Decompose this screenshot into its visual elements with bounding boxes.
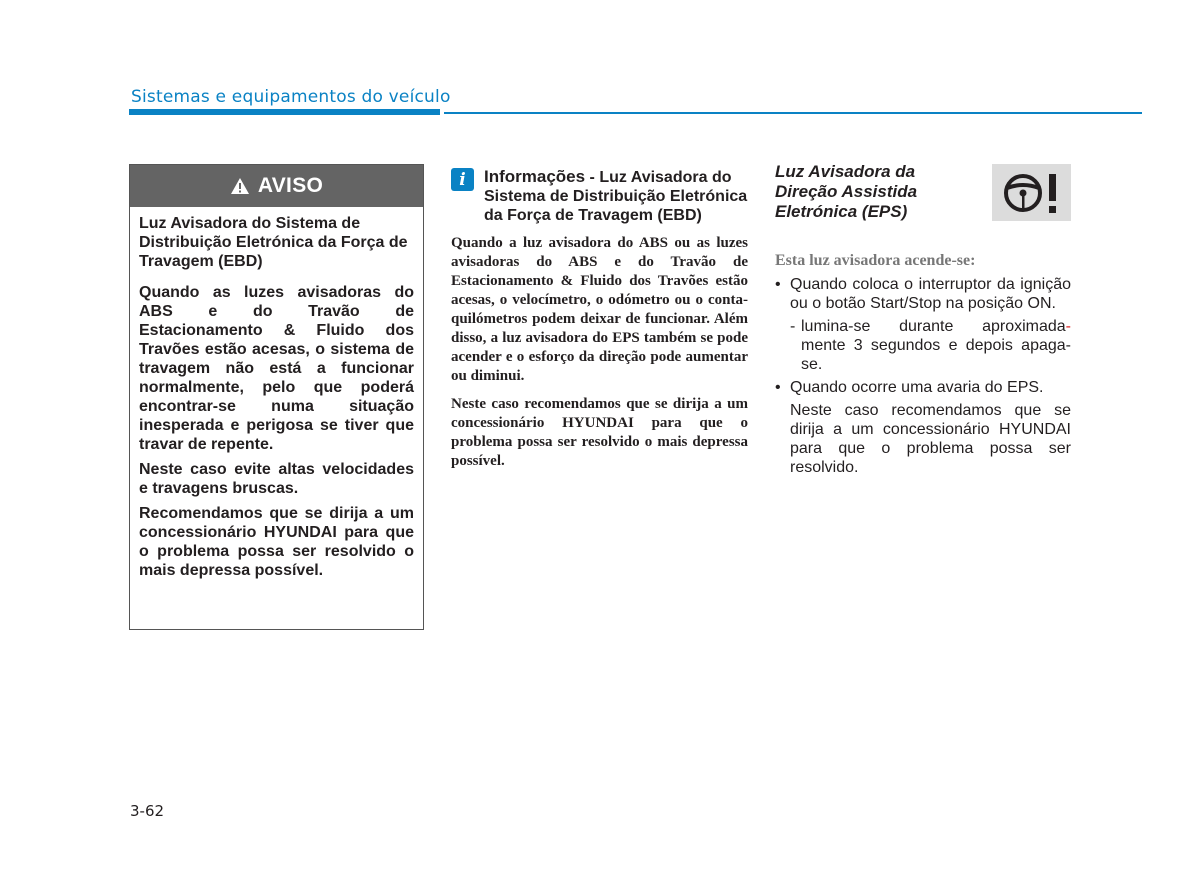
page-number: 3-62 — [130, 802, 165, 820]
warning-paragraph: Recomendamos que se dirija a um concessionário HYUNDAI para que o problema possa ser resolvido o mais depressa possível. — [139, 505, 414, 579]
warning-title: Luz Avisadora do Sistema de Distribuição Eletrónica da Força de Travagem (EBD) — [139, 215, 408, 270]
header-rule-thin — [444, 112, 1142, 114]
warning-paragraph: Neste caso evite altas velocidades e travagens bruscas. — [139, 461, 414, 497]
bullet: • — [775, 276, 781, 293]
list-item — [775, 378, 1071, 397]
eps-paragraph: Neste caso recomendamos que se dirija a um concessionário HYUNDAI para que o problema possa ser resolvido. — [790, 402, 1071, 476]
info-label: Informações — [484, 167, 586, 186]
section-title: Sistemas e equipamentos do veículo — [131, 87, 451, 107]
info-section — [451, 167, 748, 480]
list-item-text: Quando ocorre uma avaria do EPS. — [790, 379, 1044, 396]
info-title: Luz Avisadora do Sistema de Distribuição Eletrónica da Força de Travagem (EBD) — [484, 169, 748, 224]
info-separator: - — [589, 169, 595, 186]
eps-subheading: Esta luz avisadora acende-se: — [775, 252, 976, 269]
warning-paragraph: Quando as luzes avisadoras do ABS e do Travão de Estacionamento & Fluido dos Travões estão acesas, o sistema de travagem não está a funcionar normalmente, pelo que poderá encontrar-se numa situação inesperada e perigosa se tiver que travar de repente. — [139, 284, 414, 453]
hyphen-mark: - — [1065, 318, 1071, 335]
warning-box — [129, 164, 424, 630]
eps-title: Luz Avisadora da Direção Assistida Eletrónica (EPS) — [775, 162, 918, 221]
warning-triangle-icon — [230, 177, 250, 195]
eps-section — [775, 162, 1071, 477]
sub-list-item — [775, 317, 1071, 374]
list-item — [775, 275, 1071, 313]
header-rule-thick — [129, 109, 440, 115]
steering-wheel-warning-icon — [992, 164, 1071, 221]
dash: - — [790, 318, 796, 335]
info-heading — [484, 167, 748, 225]
sub-item-text-b: mente 3 segundos e depois apaga-se. — [801, 337, 1071, 373]
info-paragraph: Neste caso recomendamos que se dirija a um concessionário HYUNDAI para que o problema possa ser resolvido o mais depressa possível. — [451, 396, 748, 469]
info-icon: i — [451, 168, 474, 191]
bullet: • — [775, 379, 781, 396]
warning-label: AVISO — [257, 174, 324, 197]
sub-item-text-a: lumina-se durante aproximada — [801, 318, 1066, 335]
list-item-text: Quando coloca o interruptor da ignição ou o botão Start/Stop na posição ON. — [790, 276, 1071, 312]
warning-header — [130, 165, 423, 207]
info-paragraph: Quando a luz avisadora do ABS ou as luzes avisadoras do ABS e do Travão de Estacionamento & Fluido dos Travões estão acesas, o velocímetro, o odómetro ou o conta-quilómetros podem deixar de funcionar. Além disso, a luz avisadora do EPS também se pode acender e o esforço da direção pode aumentar ou diminui. — [451, 235, 748, 384]
